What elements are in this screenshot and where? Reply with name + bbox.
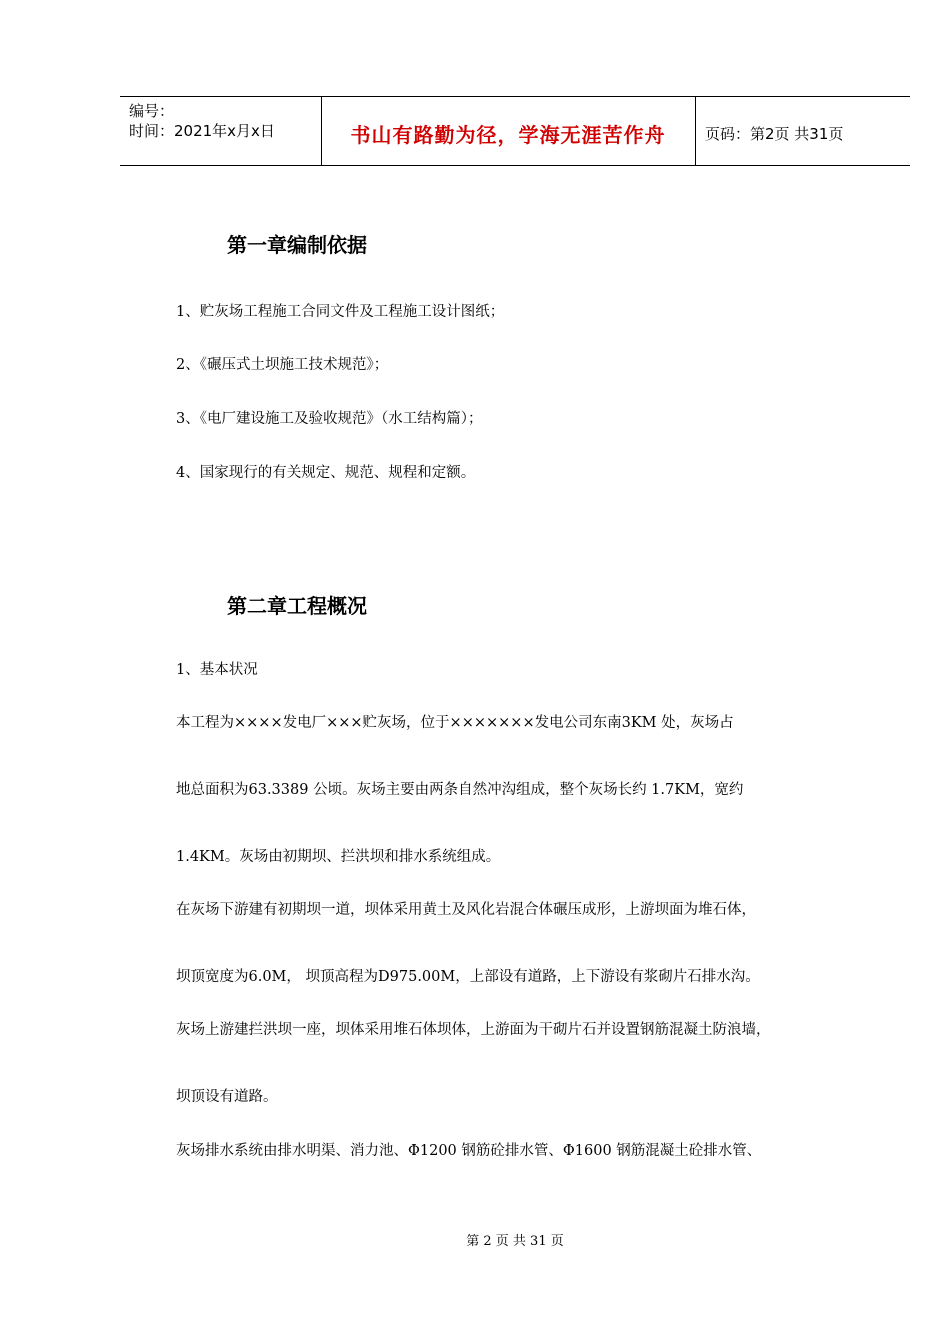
chapter2-subheading: 1、基本状况	[176, 662, 258, 678]
paragraph-line: 本工程为××××发电厂×××贮灰场，位于×××××××发电公司东南3KM 处，灰场占	[176, 715, 734, 731]
chapter1-item: 2、《碾压式土坝施工技术规范》；	[176, 357, 389, 373]
paragraph-line: 坝顶宽度为6.0M， 坝顶高程为D975.00M，上部设有道路，上下游设有浆砌片石排水沟。	[176, 969, 760, 985]
paragraph-line: 在灰场下游建有初期坝一道，坝体采用黄土及风化岩混合体碾压成形，上游坝面为堆石体，	[176, 902, 756, 918]
paragraph-line: 1.4KM。灰场由初期坝、拦洪坝和排水系统组成。	[176, 849, 501, 865]
chapter1-item: 3、《电厂建设施工及验收规范》（水工结构篇）；	[176, 411, 483, 427]
chapter1-title: 第一章编制依据	[227, 233, 367, 257]
chapter1-item: 4、国家现行的有关规定、规范、规程和定额。	[176, 465, 476, 481]
document-time-label: 时间：2021年x月x日	[129, 122, 275, 140]
header-page-info: 页码：第2页 共31页	[705, 125, 844, 143]
paragraph-line: 地总面积为63.3389 公顷。灰场主要由两条自然冲沟组成，整个灰场长约 1.7KM，宽约	[176, 782, 744, 798]
paragraph-line: 坝顶设有道路。	[176, 1089, 278, 1105]
document-number-label: 编号：	[129, 102, 175, 120]
header-motto: 书山有路勤为径，学海无涯苦作舟	[350, 123, 666, 147]
chapter1-item: 1、贮灰场工程施工合同文件及工程施工设计图纸；	[176, 304, 505, 320]
header-right-cell	[696, 97, 910, 165]
paragraph-line: 灰场排水系统由排水明渠、消力池、Φ1200 钢筋砼排水管、Φ1600 钢筋混凝土砼排水管、	[176, 1143, 762, 1159]
header-middle-cell	[321, 97, 696, 165]
header-table	[120, 96, 910, 166]
page-footer: 第 2 页 共 31 页	[466, 1234, 564, 1249]
chapter2-title: 第二章工程概况	[227, 594, 367, 618]
paragraph-line: 灰场上游建拦洪坝一座，坝体采用堆石体坝体，上游面为干砌片石并设置钢筋混凝土防浪墙，	[176, 1022, 771, 1038]
header-left-cell	[120, 97, 322, 165]
